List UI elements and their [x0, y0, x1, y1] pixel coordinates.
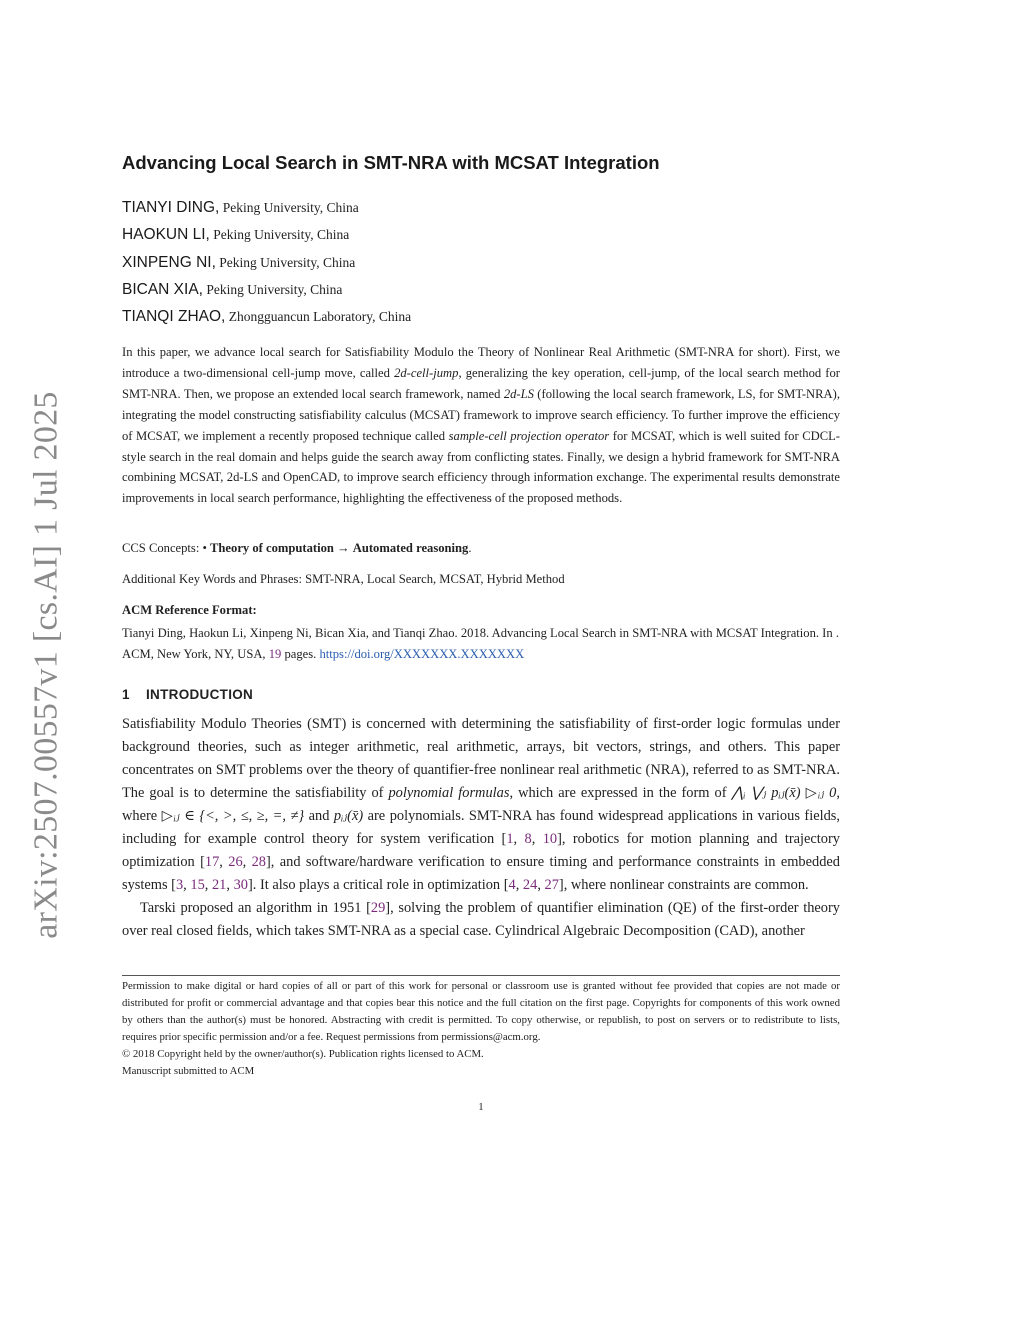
second-paragraph: Tarski proposed an algorithm in 1951 [29], solving the problem of quantifier elimination (QE) of the first-order theory over real closed fields, which takes SMT-NRA as a special case. Cylindrical Algebraic Decomposition (CAD), another: [122, 900, 840, 939]
author-affiliation: Zhongguancun Laboratory, China: [225, 309, 412, 325]
permission-footnote: Permission to make digital or hard copies of all or part of this work for personal or classroom use is granted without fee provided that copies are not made or distributed for profit or commercial advantage and that copies bear this notice and the full citation on the first page. Copyrights for components of this work owned by others than the author(s) must be honored. Abstracting with credit is permitted. To copy otherwise, or republish, to post on servers or to redistribute to lists, requires prior specific permission and/or a fee. Request permissions from permissions@acm.org.: [122, 980, 840, 1043]
introduction-text: Satisfiability Modulo Theories (SMT) is concerned with determining the satisfiability of first-order logic formulas under background theories, such as integer arithmetic, real arithmetic, arrays, bit vectors, strings, and others. This paper concentrates on SMT problems over the theory of quantifier-free nonlinear real arithmetic (NRA), referred to as SMT-NRA. The goal is to determine the satisfiability of polynomial formulas, which are expressed in the form of ⋀ᵢ ⋁ⱼ pᵢⱼ(x̄) ▷ᵢⱼ 0, where ▷ᵢⱼ ∈ {<, >, ≤, ≥, =, ≠} and pᵢⱼ(x̄) are polynomials. SMT-NRA has found widespread applications in various fields, including for example control theory for system verification [1, 8, 10], robotics for motion planning and trajectory optimization [17, 26, 28], and software/hardware verification to ensure timing and performance constraints in embedded systems [3, 15, 21, 30]. It also plays a critical role in optimization [4, 24, 27], where nonlinear constraints are common. Tarski proposed an algorithm in 1951 [29], solving the problem of quantifier elimination (QE) of the first-order theory over real closed fields, which takes SMT-NRA as a special case. Cylindrical Algebraic Decomposition (CAD), another: [122, 713, 840, 943]
author-affiliation: Peking University, China: [219, 200, 359, 215]
footnote-divider: [122, 975, 840, 976]
section-heading: [122, 687, 840, 702]
citation-link[interactable]: 10: [542, 831, 558, 847]
paper-title: Advancing Local Search in SMT-NRA with MCSAT Integration: [122, 152, 660, 173]
author-name: TIANYI DING,: [122, 199, 220, 216]
author-name: XINPENG NI,: [122, 253, 216, 271]
author-line: [122, 224, 840, 251]
citation-link[interactable]: 17: [204, 854, 220, 870]
author-name: BICAN XIA,: [122, 280, 203, 298]
author-line: [122, 306, 840, 333]
term-2d-cell-jump: 2d-cell-jump: [394, 365, 459, 380]
citation-link[interactable]: 8: [524, 831, 532, 847]
citation-link[interactable]: 30: [233, 877, 248, 893]
author-line: [122, 197, 840, 224]
author-affiliation: Peking University, China: [202, 281, 343, 297]
acm-reference-heading: ACM Reference Format:: [122, 603, 257, 617]
manuscript-note: Manuscript submitted to ACM: [122, 1065, 255, 1077]
acm-reference-text: Tianyi Ding, Haokun Li, Xinpeng Ni, Bican Xia, and Tianqi Zhao. 2018. Advancing Local Search in SMT-NRA with MCSAT Integration. In . ACM, New York, NY, USA, 19 pages. https://doi.org/XXXXXXX.XXXXXXX: [122, 626, 839, 661]
citation-link[interactable]: 26: [228, 854, 243, 870]
citation-link[interactable]: 15: [190, 877, 205, 893]
ccs-concepts: CCS Concepts: • Theory of computation → Automated reasoning.: [122, 541, 472, 555]
page-count-link[interactable]: 19: [268, 647, 282, 661]
abstract: In this paper, we advance local search for Satisfiability Modulo the Theory of Nonlinear Real Arithmetic (SMT-NRA for short). First, we introduce a two-dimensional cell-jump move, called 2d-cell-jump, generalizing the key operation, cell-jump, of the local search method for SMT-NRA. Then, we propose an extended local search framework, named 2d-LS (following the local search framework, LS, for SMT-NRA), integrating the model constructing satisfiability calculus (MCSAT) framework to improve search efficiency. To further improve the efficiency of MCSAT, we implement a recently proposed technique called sample-cell projection operator for MCSAT, which is well suited for CDCL-style search in the real domain and helps guide the search away from conflicting states. Finally, we design a hybrid framework for SMT-NRA combining MCSAT, 2d-LS and OpenCAD, to improve search efficiency through information exchange. The experimental results demonstrate improvements in local search performance, highlighting the effectiveness of the proposed methods.: [122, 345, 840, 506]
citation-link[interactable]: 21: [211, 877, 227, 893]
formula: ⋀ᵢ ⋁ⱼ pᵢⱼ(x̄) ▷ᵢⱼ 0: [731, 785, 837, 801]
citation-link[interactable]: 28: [251, 854, 266, 870]
author-line: [122, 252, 840, 279]
section-number: 1: [122, 687, 130, 702]
author-line: [122, 279, 840, 306]
author-name: TIANQI ZHAO,: [122, 308, 226, 326]
author-list: [122, 197, 840, 333]
citation-link[interactable]: 4: [508, 877, 516, 893]
citation-link[interactable]: 3: [175, 877, 184, 893]
author-affiliation: Peking University, China: [215, 254, 356, 270]
term-sample-cell-projection: sample-cell projection operator: [448, 428, 610, 443]
keywords: Additional Key Words and Phrases: SMT-NRA, Local Search, MCSAT, Hybrid Method: [122, 572, 565, 586]
relation-set: ▷ᵢⱼ ∈ {<, >, ≤, ≥, =, ≠}: [161, 808, 305, 824]
polynomial: pᵢⱼ(x̄): [333, 808, 364, 824]
term-2d-ls: 2d-LS: [503, 386, 534, 401]
citation-link[interactable]: 24: [522, 877, 538, 893]
arxiv-side-stamp: arXiv:2507.00557v1 [cs.AI] 1 Jul 2025: [28, 391, 66, 939]
author-name: HAOKUN LI,: [122, 226, 210, 244]
author-affiliation: Peking University, China: [209, 227, 350, 243]
doi-link[interactable]: https://doi.org/XXXXXXX.XXXXXXX: [319, 647, 525, 661]
section-title: INTRODUCTION: [146, 687, 254, 702]
citation-link[interactable]: 1: [506, 831, 514, 847]
copyright-notice: © 2018 Copyright held by the owner/author(s). Publication rights licensed to ACM.: [122, 1048, 484, 1060]
citation-link[interactable]: 29: [370, 900, 386, 916]
citation-link[interactable]: 27: [544, 877, 559, 893]
page-number: 1: [478, 1101, 484, 1113]
